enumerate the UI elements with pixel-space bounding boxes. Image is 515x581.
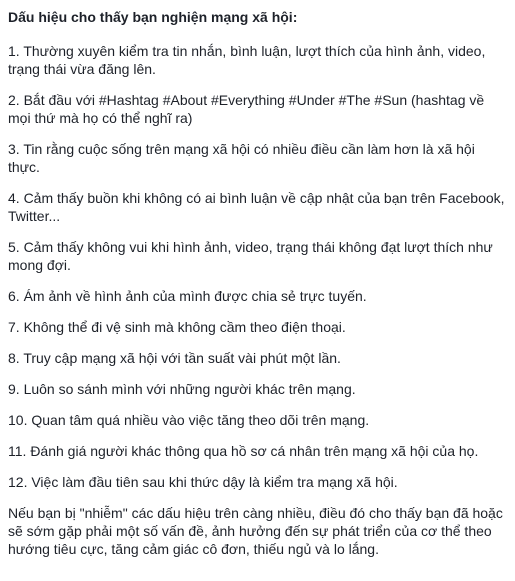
closing-paragraph: Nếu bạn bị "nhiễm" các dấu hiệu trên càng nhiều, điều đó cho thấy bạn đã hoặc sẽ sớm gặp phải một số vấn đề, ảnh hưởng đến sự phát triển của cơ thể theo hướng tiêu cực, tăng cảm giác cô đơn, thiếu ngủ và lo lắng.	[8, 505, 503, 557]
post-title: Dấu hiệu cho thấy bạn nghiện mạng xã hội:	[8, 9, 298, 25]
list-item-5: 5. Cảm thấy không vui khi hình ảnh, video, trạng thái không đạt lượt thích như mong đợi.	[8, 239, 493, 273]
list-item-7: 7. Không thể đi vệ sinh mà không cầm theo điện thoại.	[8, 319, 346, 335]
list-item-2: 2. Bắt đầu với #Hashtag #About #Everything #Under #The #Sun (hashtag về mọi thứ mà họ có thể nghĩ ra)	[8, 92, 485, 126]
list-item-3: 3. Tin rằng cuộc sống trên mạng xã hội có nhiều điều cần làm hơn là xã hội thực.	[8, 141, 475, 175]
list-item-4: 4. Cảm thấy buồn khi không có ai bình luận về cập nhật của bạn trên Facebook, Twitter...	[8, 190, 505, 224]
list-item-1: 1. Thường xuyên kiểm tra tin nhắn, bình luận, lượt thích của hình ảnh, video, trạng thái vừa đăng lên.	[8, 43, 486, 77]
list-item-11: 11. Đánh giá người khác thông qua hồ sơ cá nhân trên mạng xã hội của họ.	[8, 443, 479, 459]
list-item-10: 10. Quan tâm quá nhiều vào việc tăng theo dõi trên mạng.	[8, 412, 370, 428]
list-item-8: 8. Truy cập mạng xã hội với tần suất vài phút một lần.	[8, 350, 341, 366]
list-item-12: 12. Việc làm đầu tiên sau khi thức dậy là kiểm tra mạng xã hội.	[8, 474, 398, 490]
list-item-6: 6. Ám ảnh về hình ảnh của mình được chia sẻ trực tuyến.	[8, 288, 367, 304]
list-item-9: 9. Luôn so sánh mình với những người khác trên mạng.	[8, 381, 356, 397]
